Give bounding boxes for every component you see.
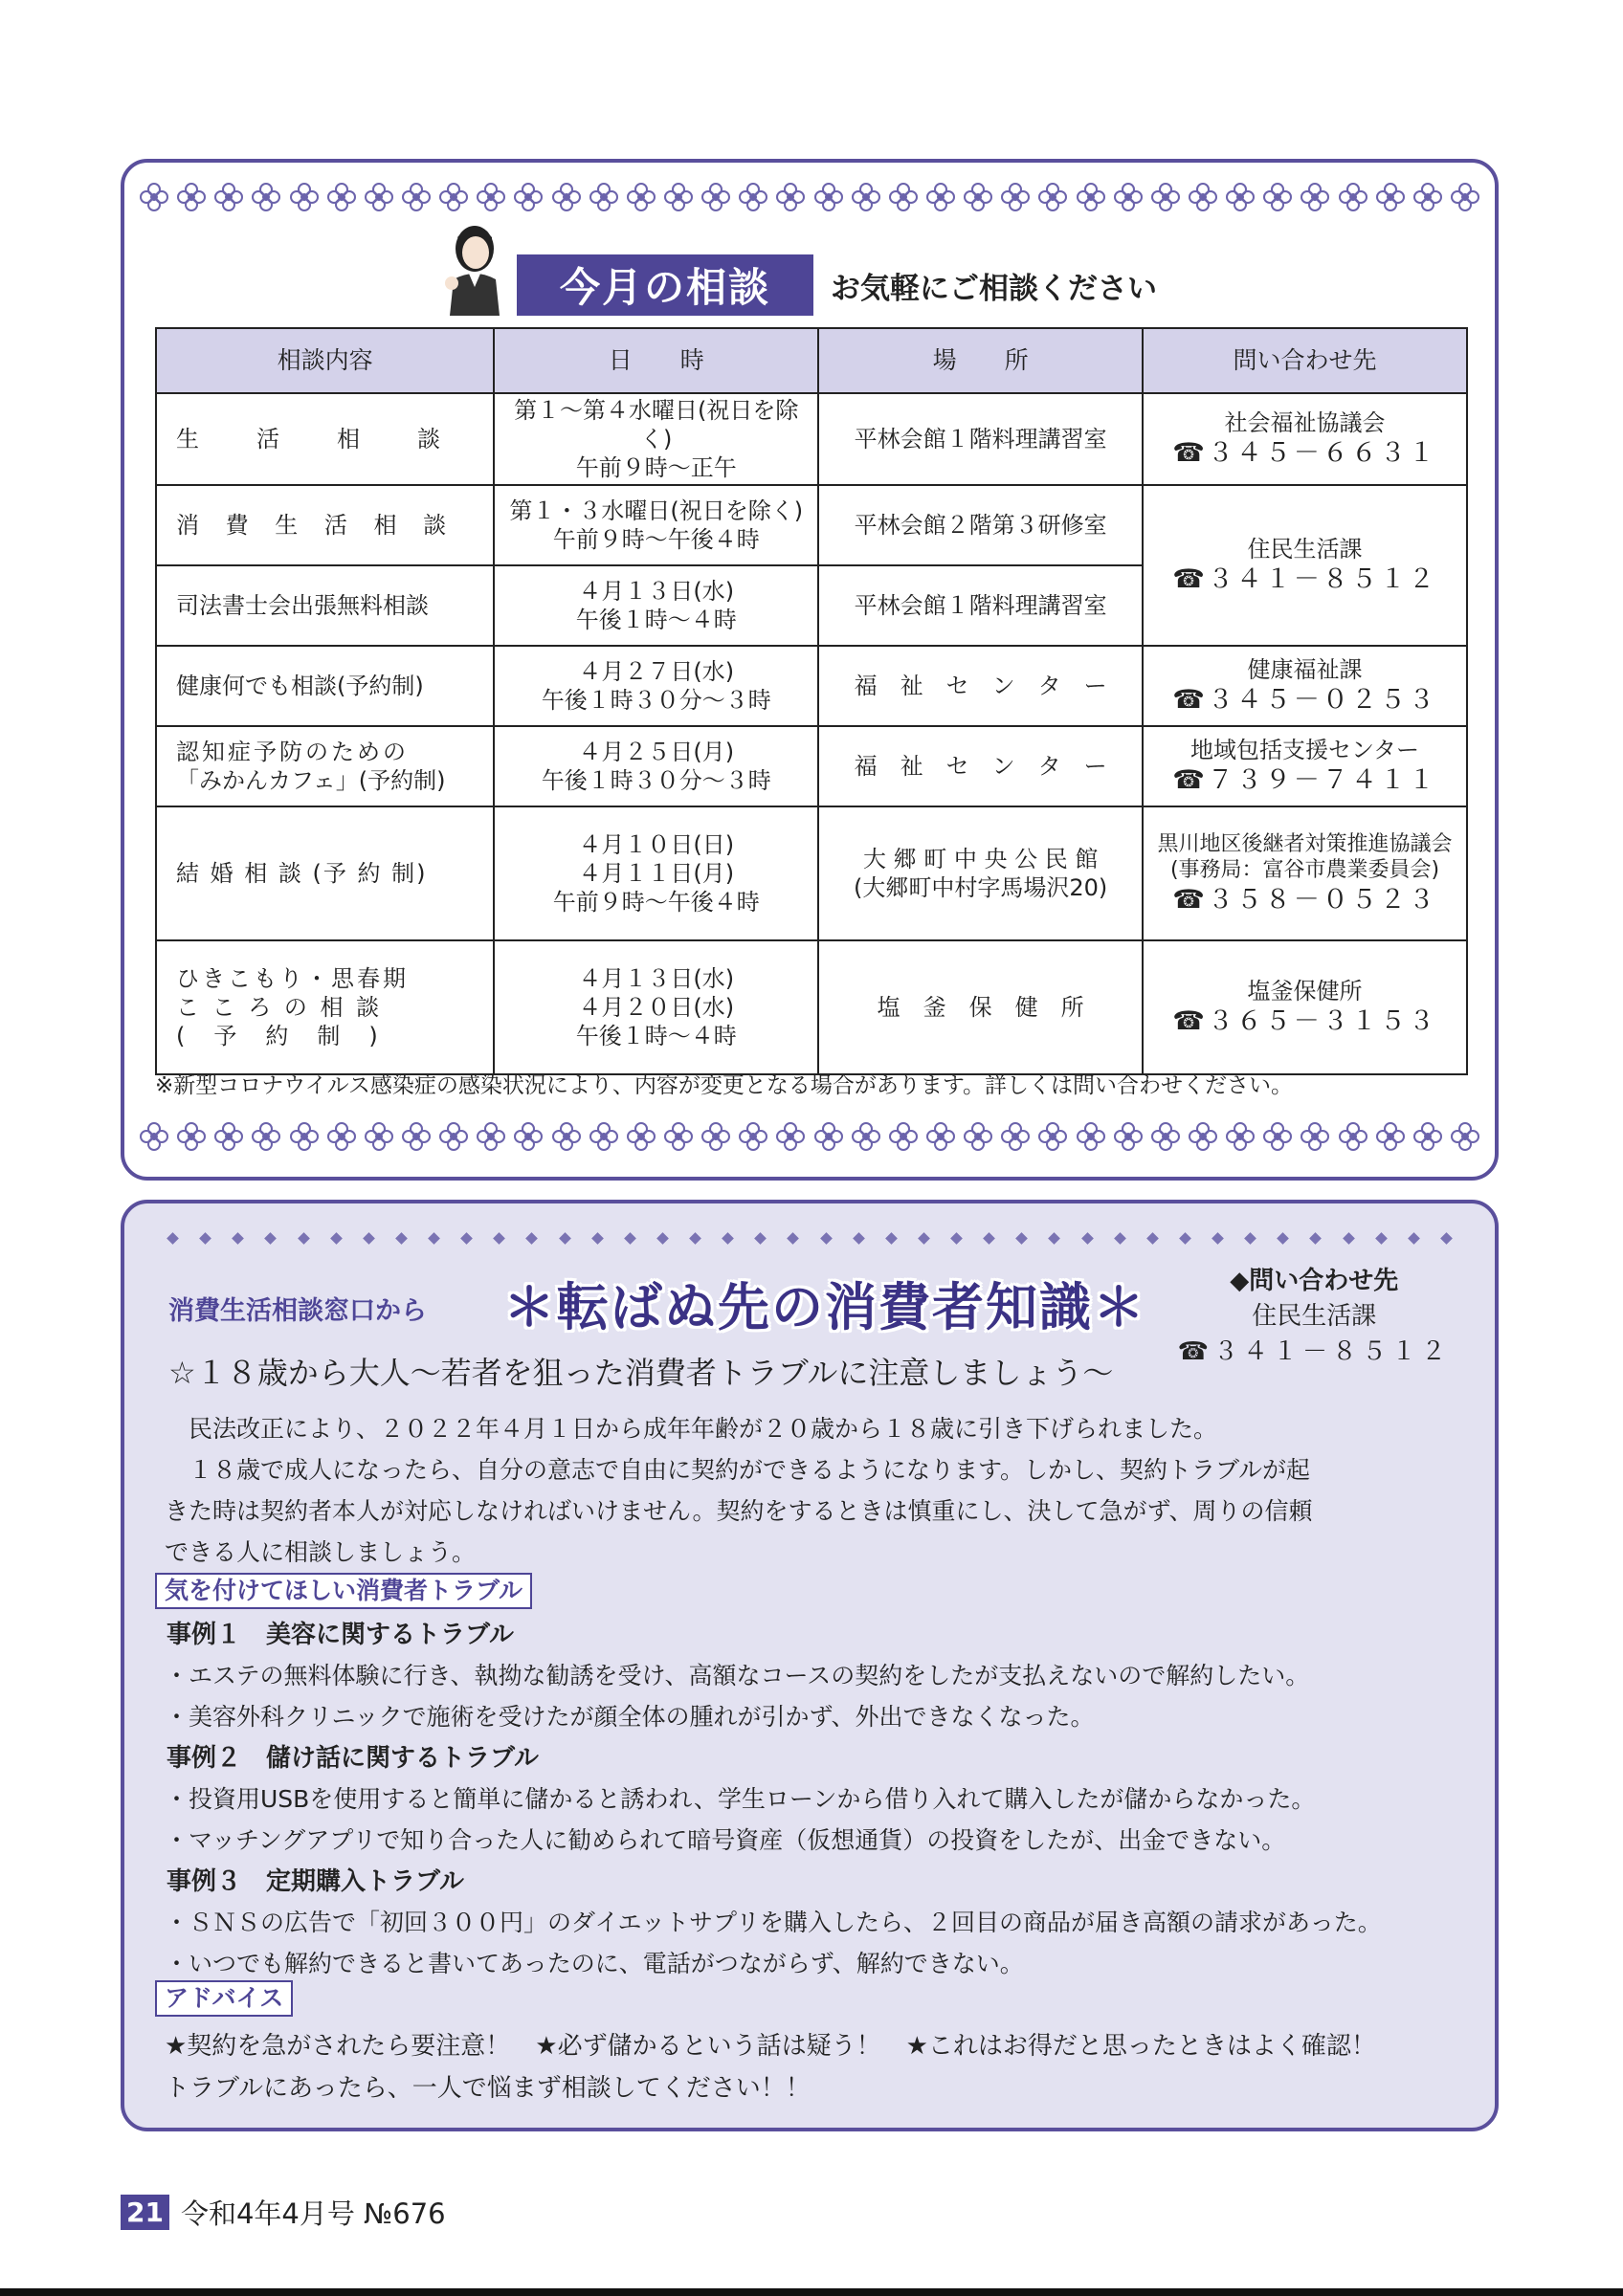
topic-cell bbox=[156, 940, 494, 1074]
diamond-ornament-icon bbox=[689, 1232, 701, 1245]
date-cell bbox=[494, 726, 818, 806]
issue-label: 令和4年4月号 №676 bbox=[180, 2197, 446, 2230]
flower-ornament-icon bbox=[512, 181, 545, 213]
flower-ornament-icon bbox=[1374, 181, 1407, 213]
diamond-ornament-icon bbox=[1146, 1232, 1159, 1245]
topic-line: こ こ ろ の 相 談 bbox=[176, 994, 383, 1021]
flower-ornament-icon bbox=[812, 181, 845, 213]
flower-ornament-icon bbox=[1149, 181, 1182, 213]
contact-phone: ☎３４１－８５１２ bbox=[1172, 564, 1437, 595]
date-cell bbox=[494, 393, 818, 485]
table-row bbox=[156, 806, 1467, 940]
section-title: ＊転ばぬ先の消費者知識＊ bbox=[503, 1277, 1146, 1337]
flower-ornament-icon bbox=[737, 181, 769, 213]
flower-ornament-icon bbox=[437, 1120, 470, 1153]
diamond-ornament-icon bbox=[428, 1232, 440, 1245]
topic-text: 生 活 相 談 bbox=[176, 426, 457, 453]
diamond-ornament-icon bbox=[265, 1232, 278, 1245]
table-row bbox=[156, 940, 1467, 1074]
date-line: 午後１時～４時 bbox=[575, 1023, 737, 1049]
flower-ornament-icon bbox=[400, 1120, 433, 1153]
diamond-ornament-icon bbox=[199, 1232, 211, 1245]
contact-name: 健康福祉課 bbox=[1247, 656, 1363, 684]
date-cell bbox=[494, 485, 818, 565]
contact-phone: ☎３６５－３１５３ bbox=[1172, 1006, 1437, 1037]
flower-ornament-icon bbox=[212, 181, 245, 213]
flower-ornament-icon bbox=[1036, 181, 1069, 213]
covid-note: ※新型コロナウイルス感染症の感染状況により、内容が変更となる場合があります。詳しくは問い合わせください。 bbox=[155, 1073, 1294, 1098]
diamond-ornament-icon bbox=[1049, 1232, 1061, 1245]
flower-ornament-icon bbox=[250, 181, 282, 213]
consult-title: 今月の相談 bbox=[517, 254, 813, 316]
contact-phone: ☎３５８－０５２３ bbox=[1172, 884, 1437, 915]
consultation-panel bbox=[121, 159, 1499, 1181]
flower-ornament-icon bbox=[774, 181, 807, 213]
case-1-item: ・美容外科クリニックで施術を受けたが顔全体の腫れが引かず、外出できなくなった。 bbox=[165, 1703, 1095, 1731]
contact-dept: 住民生活課 bbox=[1252, 1302, 1377, 1331]
case-2-item: ・マッチングアプリで知り合った人に勧められて暗号資産（仮想通貨）の投資をしたが、出金できない。 bbox=[165, 1826, 1286, 1854]
contact-cell bbox=[1143, 806, 1467, 940]
trouble-tag: 気を付けてほしい消費者トラブル bbox=[155, 1573, 532, 1609]
flower-ornament-icon bbox=[363, 1120, 395, 1153]
case-3-item: ・いつでも解約できると書いてあったのに、電話がつながらず、解約できない。 bbox=[165, 1950, 1024, 1977]
flower-ornament-icon bbox=[363, 181, 395, 213]
flower-ornament-icon bbox=[175, 181, 208, 213]
diamond-ornament-icon bbox=[460, 1232, 473, 1245]
diamond-ornament-icon bbox=[1375, 1232, 1388, 1245]
place-cell bbox=[818, 806, 1143, 940]
flower-ornament-icon bbox=[1149, 1120, 1182, 1153]
diamond-ornament-icon bbox=[363, 1232, 375, 1245]
topic-text: 結 婚 相 談 (予 約 制) bbox=[176, 860, 428, 887]
consultant-person-icon bbox=[440, 220, 507, 316]
place-cell bbox=[818, 726, 1143, 806]
flower-ornament-icon bbox=[138, 1120, 170, 1153]
diamond-ornament-icon bbox=[1408, 1232, 1420, 1245]
date-line: ４月２０日(水) bbox=[578, 994, 735, 1021]
diamond-ornament-icon bbox=[591, 1232, 604, 1245]
flower-ornament-icon bbox=[924, 181, 957, 213]
diamond-ornament-icon bbox=[330, 1232, 343, 1245]
contact-cell bbox=[1143, 485, 1467, 646]
diamond-ornament-icon bbox=[559, 1232, 571, 1245]
advice-tag: アドバイス bbox=[155, 1980, 293, 2017]
flower-ornament-icon bbox=[400, 181, 433, 213]
diamond-ornament-icon bbox=[395, 1232, 408, 1245]
contact-name: 黒川地区後継者対策推進協議会 bbox=[1157, 831, 1453, 856]
flower-ornament-icon bbox=[625, 1120, 657, 1153]
case-3-item: ・ＳＮＳの広告で「初回３００円」のダイエットサプリを購入したら、２回目の商品が届き高額の請求があった。 bbox=[165, 1909, 1382, 1936]
case-2-title: 事例２ 儲け話に関するトラブル bbox=[167, 1744, 539, 1773]
diamond-ornament-icon bbox=[788, 1232, 800, 1245]
flower-ornament-icon bbox=[999, 1120, 1032, 1153]
place-line: 福 祉 セ ン タ ー bbox=[854, 753, 1107, 780]
flower-ornament-icon bbox=[1374, 1120, 1407, 1153]
consult-subtitle: お気軽にご相談ください bbox=[831, 272, 1157, 306]
date-line: ４月１３日(水) bbox=[578, 578, 735, 605]
topic-cell bbox=[156, 726, 494, 806]
table-row bbox=[156, 393, 1467, 485]
column-header-place: 場 所 bbox=[818, 328, 1143, 393]
flower-ornament-icon bbox=[475, 1120, 507, 1153]
flower-ornament-icon bbox=[475, 181, 507, 213]
place-line: 平林会館１階料理講習室 bbox=[854, 592, 1107, 619]
flower-ornament-icon bbox=[812, 1120, 845, 1153]
advice-line: トラブルにあったら、一人で悩まず相談してください！！ bbox=[165, 2074, 811, 2103]
topic-text: 司法書士会出張無料相談 bbox=[176, 592, 429, 619]
flower-ornament-icon bbox=[700, 181, 732, 213]
table-header-row bbox=[156, 328, 1467, 393]
flower-ornament-icon bbox=[512, 1120, 545, 1153]
date-line: 午後１時３０分～３時 bbox=[541, 767, 771, 794]
flower-ornament-icon bbox=[700, 1120, 732, 1153]
topic-cell bbox=[156, 646, 494, 726]
contact-name: 地域包括支援センター bbox=[1190, 737, 1420, 764]
diamond-ornament-icon bbox=[1440, 1232, 1453, 1245]
contact-phone: ☎３４５－６６３１ bbox=[1172, 438, 1437, 469]
topic-cell bbox=[156, 565, 494, 646]
contact-block bbox=[1178, 1261, 1451, 1367]
page-number: 21 bbox=[121, 2195, 169, 2230]
contact-name: 塩釜保健所 bbox=[1247, 978, 1363, 1005]
topic-line: ( 予 約 制 ) bbox=[176, 1023, 381, 1049]
flower-ornament-icon bbox=[774, 1120, 807, 1153]
contact-phone: ☎３４１－８５１２ bbox=[1177, 1337, 1451, 1366]
place-cell bbox=[818, 646, 1143, 726]
flower-ornament-icon bbox=[1449, 1120, 1481, 1153]
table-row bbox=[156, 646, 1467, 726]
flower-ornament-icon bbox=[962, 1120, 994, 1153]
place-cell bbox=[818, 565, 1143, 646]
advice-line: ★契約を急がされたら要注意！ ★必ず儲かるという話は疑う！ ★これはお得だと思ったときはよく確認！ bbox=[165, 2032, 1376, 2061]
paragraph-line: １８歳で成人になったら、自分の意志で自由に契約ができるようになります。しかし、契約トラブルが起 bbox=[189, 1456, 1311, 1484]
place-line: 福 祉 セ ン タ ー bbox=[854, 673, 1107, 699]
contact-cell bbox=[1143, 726, 1467, 806]
flower-ornament-icon bbox=[212, 1120, 245, 1153]
diamond-ornament-icon bbox=[754, 1232, 767, 1245]
date-cell bbox=[494, 940, 818, 1074]
flower-ornament-icon bbox=[924, 1120, 957, 1153]
flower-ornament-icon bbox=[1261, 1120, 1294, 1153]
column-header-date: 日 時 bbox=[494, 328, 818, 393]
case-1-item: ・エステの無料体験に行き、執拗な勧誘を受け、高額なコースの契約をしたが支払えないので解約したい。 bbox=[165, 1662, 1310, 1689]
bottom-rule bbox=[0, 2288, 1623, 2296]
flower-ornament-icon bbox=[325, 1120, 358, 1153]
paragraph-2 bbox=[165, 1449, 1466, 1573]
diamond-ornament-icon bbox=[1310, 1232, 1323, 1245]
place-cell bbox=[818, 940, 1143, 1074]
place-line: 平林会館２階第３研修室 bbox=[854, 512, 1107, 539]
consumer-knowledge-panel bbox=[121, 1200, 1499, 2131]
date-line: ４月１０日(日) bbox=[578, 831, 735, 858]
flower-ornament-icon bbox=[588, 181, 620, 213]
flower-ornament-icon bbox=[1337, 181, 1369, 213]
diamond-ornament-icon bbox=[1114, 1232, 1126, 1245]
flower-ornament-icon bbox=[850, 1120, 882, 1153]
date-line: 午前９時～午後４時 bbox=[552, 526, 760, 553]
page-footer bbox=[121, 2193, 446, 2232]
flower-ornament-icon bbox=[1112, 181, 1145, 213]
contact-cell bbox=[1143, 646, 1467, 726]
contact-phone: ☎３４５－０２５３ bbox=[1172, 685, 1437, 716]
flower-ornament-icon bbox=[662, 181, 695, 213]
flower-ornament-icon bbox=[1075, 1120, 1107, 1153]
flower-ornament-icon bbox=[999, 181, 1032, 213]
contact-phone: ☎７３９－７４１１ bbox=[1172, 765, 1437, 796]
diamond-border-top bbox=[168, 1228, 1451, 1247]
table-row bbox=[156, 726, 1467, 806]
topic-text: 消 費 生 活 相 談 bbox=[176, 512, 456, 539]
flower-ornament-icon bbox=[288, 181, 321, 213]
flower-ornament-icon bbox=[625, 181, 657, 213]
diamond-ornament-icon bbox=[167, 1232, 179, 1245]
diamond-ornament-icon bbox=[1244, 1232, 1256, 1245]
flower-ornament-icon bbox=[887, 181, 920, 213]
topic-line: ひきこもり・思春期 bbox=[176, 965, 409, 992]
date-line: ４月１１日(月) bbox=[578, 860, 735, 887]
flower-ornament-icon bbox=[737, 1120, 769, 1153]
flower-ornament-icon bbox=[288, 1120, 321, 1153]
contact-name: 住民生活課 bbox=[1247, 536, 1363, 563]
flower-ornament-icon bbox=[887, 1120, 920, 1153]
diamond-ornament-icon bbox=[722, 1232, 734, 1245]
case-2-item: ・投資用USBを使用すると簡単に儲かると誘われ、学生ローンから借り入れて購入したが儲からなかった。 bbox=[165, 1785, 1316, 1813]
date-cell bbox=[494, 565, 818, 646]
place-line: (大郷町中村字馬場沢20) bbox=[854, 874, 1108, 901]
article-heading: ☆１８歳から大人～若者を狙った消費者トラブルに注意しましょう～ bbox=[168, 1355, 1114, 1391]
flower-ornament-icon bbox=[1224, 1120, 1256, 1153]
date-line: 午後１時３０分～３時 bbox=[541, 687, 771, 714]
flower-ornament-icon bbox=[850, 181, 882, 213]
section-lead: 消費生活相談窓口から bbox=[168, 1296, 427, 1326]
contact-heading: ◆問い合わせ先 bbox=[1230, 1267, 1399, 1295]
diamond-ornament-icon bbox=[1015, 1232, 1028, 1245]
flower-ornament-icon bbox=[550, 1120, 583, 1153]
flower-ornament-icon bbox=[1261, 181, 1294, 213]
flower-ornament-icon bbox=[1299, 1120, 1331, 1153]
flower-ornament-icon bbox=[1187, 181, 1219, 213]
topic-cell bbox=[156, 485, 494, 565]
diamond-ornament-icon bbox=[950, 1232, 963, 1245]
diamond-ornament-icon bbox=[624, 1232, 636, 1245]
place-line: 塩 釜 保 健 所 bbox=[877, 994, 1084, 1021]
flower-ornament-icon bbox=[325, 181, 358, 213]
date-cell bbox=[494, 646, 818, 726]
diamond-ornament-icon bbox=[1277, 1232, 1289, 1245]
date-line: 午前９時～午後４時 bbox=[552, 889, 760, 916]
diamond-ornament-icon bbox=[885, 1232, 898, 1245]
flower-ornament-icon bbox=[588, 1120, 620, 1153]
diamond-ornament-icon bbox=[983, 1232, 995, 1245]
diamond-ornament-icon bbox=[1179, 1232, 1191, 1245]
date-line: 第１～第４水曜日(祝日を除く) bbox=[514, 397, 799, 453]
flower-ornament-icon bbox=[1036, 1120, 1069, 1153]
date-line: 午後１時～４時 bbox=[575, 607, 737, 633]
diamond-ornament-icon bbox=[1343, 1232, 1355, 1245]
paragraph-1: 民法改正により、２０２２年４月１日から成年年齢が２０歳から１８歳に引き下げられました。 bbox=[189, 1415, 1218, 1443]
consultation-table bbox=[155, 327, 1468, 1075]
contact-name: 社会福祉協議会 bbox=[1224, 409, 1386, 437]
flower-ornament-icon bbox=[962, 181, 994, 213]
diamond-ornament-icon bbox=[493, 1232, 505, 1245]
diamond-ornament-icon bbox=[526, 1232, 539, 1245]
date-line: 第１・３水曜日(祝日を除く) bbox=[509, 497, 804, 524]
topic-cell bbox=[156, 806, 494, 940]
paragraph-line: できる人に相談しましょう。 bbox=[165, 1538, 477, 1566]
diamond-ornament-icon bbox=[918, 1232, 930, 1245]
flower-ornament-icon bbox=[1337, 1120, 1369, 1153]
flower-ornament-icon bbox=[662, 1120, 695, 1153]
contact-cell bbox=[1143, 940, 1467, 1074]
date-line: ４月１３日(水) bbox=[578, 965, 735, 992]
date-line: ４月２５日(月) bbox=[578, 739, 735, 765]
flower-ornament-icon bbox=[138, 181, 170, 213]
case-1-title: 事例１ 美容に関するトラブル bbox=[167, 1621, 514, 1649]
topic-cell bbox=[156, 393, 494, 485]
contact-office: (事務局：富谷市農業委員会) bbox=[1169, 858, 1440, 883]
flower-ornament-icon bbox=[1187, 1120, 1219, 1153]
topic-line: 「みかんカフェ」(予約制) bbox=[176, 767, 446, 794]
diamond-ornament-icon bbox=[853, 1232, 865, 1245]
place-cell bbox=[818, 393, 1143, 485]
flower-ornament-icon bbox=[1449, 181, 1481, 213]
topic-line: 認知症予防のための bbox=[176, 739, 409, 765]
diamond-ornament-icon bbox=[232, 1232, 244, 1245]
table-row bbox=[156, 485, 1467, 565]
diamond-ornament-icon bbox=[1081, 1232, 1094, 1245]
flower-border-bottom bbox=[138, 1119, 1481, 1154]
date-line: 午前９時～正午 bbox=[575, 454, 737, 481]
diamond-ornament-icon bbox=[298, 1232, 310, 1245]
place-cell bbox=[818, 485, 1143, 565]
flower-ornament-icon bbox=[175, 1120, 208, 1153]
place-line: 大 郷 町 中 央 公 民 館 bbox=[862, 846, 1099, 872]
topic-text: 健康何でも相談(予約制) bbox=[176, 673, 424, 699]
date-cell bbox=[494, 806, 818, 940]
flower-ornament-icon bbox=[250, 1120, 282, 1153]
flower-ornament-icon bbox=[1299, 181, 1331, 213]
case-3-title: 事例３ 定期購入トラブル bbox=[167, 1867, 464, 1896]
flower-ornament-icon bbox=[1412, 1120, 1444, 1153]
flower-ornament-icon bbox=[1112, 1120, 1145, 1153]
column-header-topic: 相談内容 bbox=[156, 328, 494, 393]
column-header-contact: 問い合わせ先 bbox=[1143, 328, 1467, 393]
contact-cell bbox=[1143, 393, 1467, 485]
flower-ornament-icon bbox=[1412, 181, 1444, 213]
flower-ornament-icon bbox=[550, 181, 583, 213]
diamond-ornament-icon bbox=[656, 1232, 669, 1245]
flower-ornament-icon bbox=[1224, 181, 1256, 213]
date-line: ４月２７日(水) bbox=[578, 658, 735, 685]
diamond-ornament-icon bbox=[1212, 1232, 1224, 1245]
paragraph-line: きた時は契約者本人が対応しなければいけません。契約をするときは慎重にし、決して急がず、周りの信頼 bbox=[165, 1497, 1313, 1525]
flower-ornament-icon bbox=[437, 181, 470, 213]
flower-ornament-icon bbox=[1075, 181, 1107, 213]
diamond-ornament-icon bbox=[820, 1232, 833, 1245]
flower-border-top bbox=[138, 180, 1481, 214]
place-line: 平林会館１階料理講習室 bbox=[854, 426, 1107, 453]
